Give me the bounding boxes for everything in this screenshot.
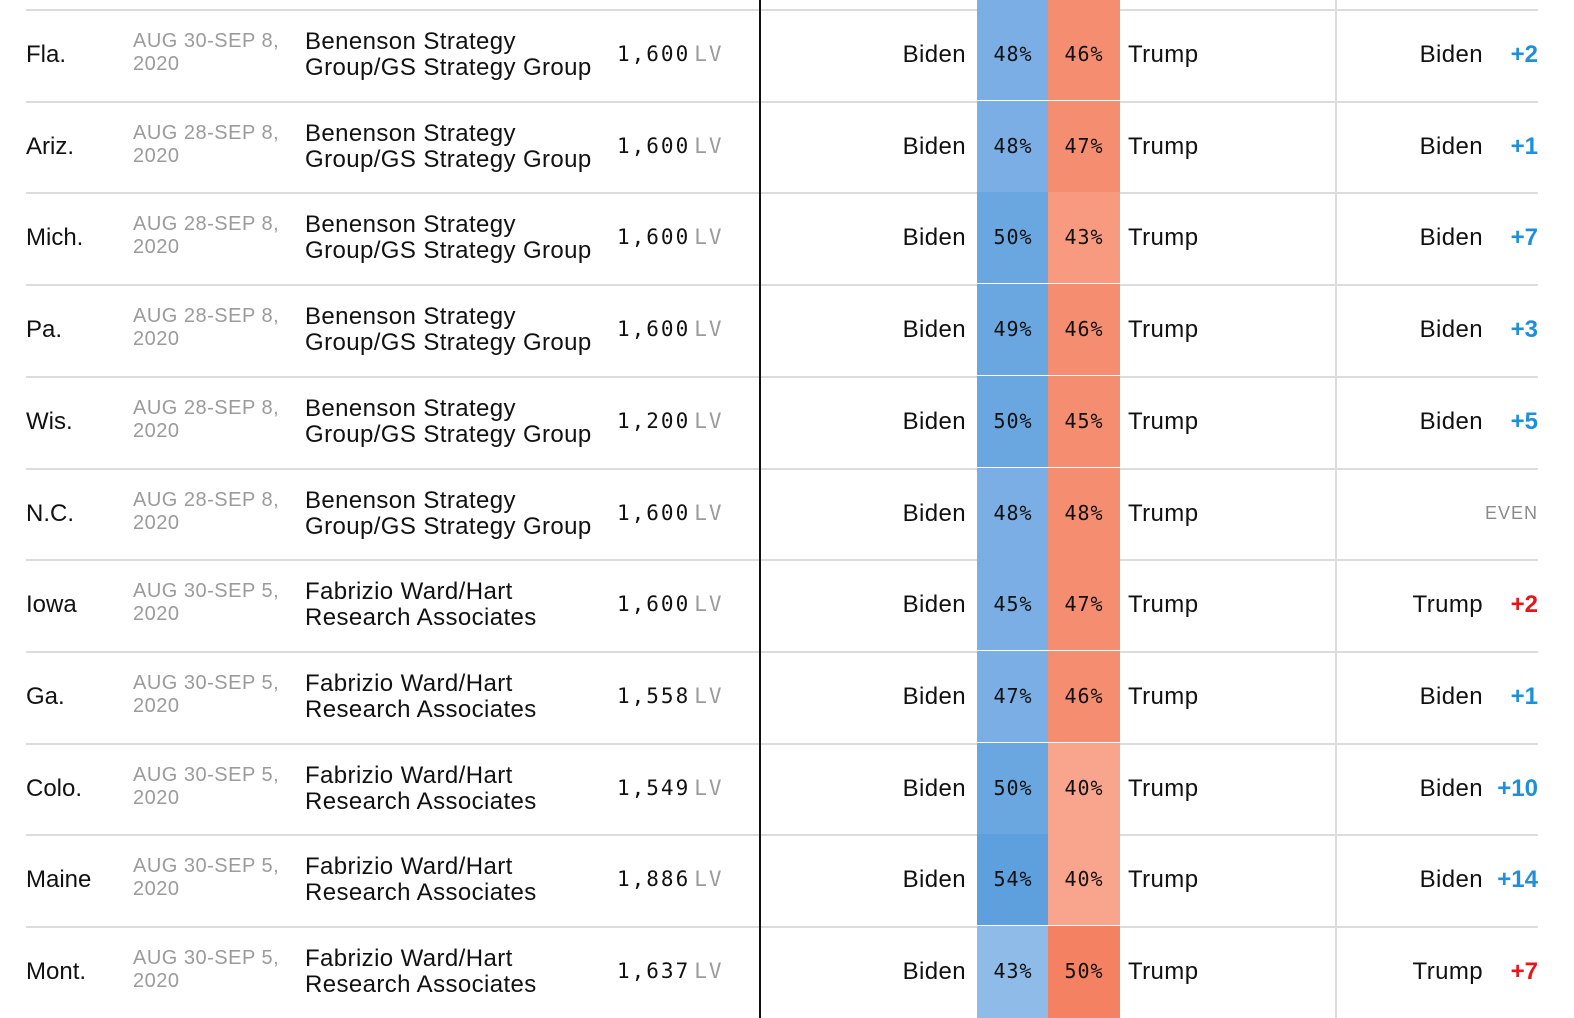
lead-margin: +7 (1510, 224, 1538, 252)
sample-size (617, 9, 724, 100)
state-name: Maine (26, 866, 92, 894)
dem-candidate: Biden (902, 41, 966, 68)
state-name: Mont. (26, 958, 87, 985)
poll-row (0, 376, 1574, 467)
sample-count: 1,549 (617, 775, 691, 800)
sample-size (617, 651, 724, 742)
rep-candidate: Trump (1128, 316, 1199, 344)
column-divider-black (759, 0, 761, 1018)
dem-pct-cell (977, 926, 1049, 1017)
sample-count: 1,600 (617, 500, 691, 525)
sample-count: 1,558 (617, 683, 691, 708)
rep-pct-cell (1048, 651, 1120, 742)
rep-candidate: Trump (1128, 958, 1199, 985)
poll-row (0, 926, 1574, 1017)
leader-name: Biden (1419, 407, 1483, 435)
dem-pct: 48% (993, 500, 1033, 525)
sample-size (617, 559, 724, 650)
row-divider (26, 284, 1538, 286)
dem-candidate: Biden (902, 316, 966, 344)
leader-name: Biden (1419, 774, 1483, 802)
rep-candidate: Trump (1128, 41, 1199, 68)
state-name: Fla. (26, 41, 67, 68)
sample-type: LV (694, 959, 724, 983)
leader-name: Biden (1419, 224, 1483, 252)
row-divider (26, 192, 1538, 194)
rep-pct: 45% (1064, 408, 1104, 433)
dem-candidate: Biden (902, 682, 966, 710)
dem-pct: 47% (993, 683, 1033, 708)
row-divider (26, 743, 1538, 745)
sample-type: LV (694, 225, 724, 250)
state-name: Iowa (26, 591, 77, 619)
dem-pct-cell (977, 743, 1049, 834)
pollster-name: Fabrizio Ward/Hart Research Associates (305, 945, 537, 998)
rep-pct-cell (1048, 192, 1120, 283)
rep-candidate: Trump (1128, 132, 1199, 160)
sample-type: LV (694, 683, 724, 708)
pollster-name: Fabrizio Ward/Hart Research Associates (305, 853, 537, 907)
lead-margin: EVEN (1484, 502, 1538, 523)
dem-pct-cell (977, 192, 1049, 283)
dem-candidate: Biden (902, 407, 966, 435)
pollster-name: Benenson Strategy Group/GS Strategy Group (305, 28, 592, 81)
dem-pct-cell (977, 101, 1049, 192)
rep-candidate: Trump (1128, 682, 1199, 710)
dem-pct-cell (977, 468, 1049, 559)
poll-row (0, 284, 1574, 375)
poll-row (0, 192, 1574, 283)
poll-dates: AUG 28-SEP 8, 2020 (133, 396, 280, 442)
lead-margin: +1 (1510, 682, 1538, 710)
dem-column-edge-bottom (977, 1012, 1049, 1018)
pollster-name: Fabrizio Ward/Hart Research Associates (305, 669, 537, 723)
leader-name: Biden (1419, 866, 1483, 894)
rep-pct-cell (1048, 468, 1120, 559)
poll-row (0, 651, 1574, 742)
state-name: Ariz. (26, 132, 74, 160)
lead-margin: +2 (1510, 41, 1538, 68)
sample-size (617, 834, 724, 925)
rep-column-edge-bottom (1048, 1012, 1120, 1018)
poll-row (0, 468, 1574, 559)
poll-dates: AUG 28-SEP 8, 2020 (133, 488, 280, 534)
sample-type: LV (694, 867, 724, 892)
rep-pct-cell (1048, 834, 1120, 925)
poll-dates: AUG 30-SEP 5, 2020 (133, 580, 280, 626)
rep-pct: 46% (1064, 317, 1104, 342)
lead-margin: +5 (1510, 407, 1538, 435)
dem-candidate: Biden (902, 958, 966, 985)
poll-dates: AUG 30-SEP 5, 2020 (133, 855, 280, 901)
dem-pct: 54% (993, 867, 1033, 892)
row-divider (26, 834, 1538, 836)
rep-pct: 48% (1064, 500, 1104, 525)
rep-candidate: Trump (1128, 866, 1199, 894)
rep-pct: 47% (1064, 592, 1104, 617)
lead-margin: +1 (1510, 132, 1538, 160)
sample-size (617, 926, 724, 1017)
rep-pct: 40% (1064, 867, 1104, 892)
sample-size (617, 468, 724, 559)
poll-row (0, 743, 1574, 834)
rep-pct: 47% (1064, 133, 1104, 158)
rep-candidate: Trump (1128, 591, 1199, 619)
sample-type: LV (694, 408, 724, 433)
lead-margin: +7 (1510, 958, 1538, 985)
poll-dates: AUG 30-SEP 5, 2020 (133, 947, 280, 992)
pollster-name: Fabrizio Ward/Hart Research Associates (305, 761, 537, 815)
lead-margin: +2 (1510, 591, 1538, 619)
dem-pct: 48% (993, 133, 1033, 158)
rep-pct-cell (1048, 284, 1120, 375)
rep-candidate: Trump (1128, 407, 1199, 435)
dem-pct-cell (977, 834, 1049, 925)
leader-name: Biden (1419, 316, 1483, 344)
dem-candidate: Biden (902, 774, 966, 802)
poll-dates: AUG 30-SEP 8, 2020 (133, 30, 280, 75)
sample-count: 1,200 (617, 408, 691, 433)
poll-row (0, 834, 1574, 925)
dem-pct: 43% (993, 959, 1033, 983)
pollster-name: Benenson Strategy Group/GS Strategy Group (305, 211, 592, 265)
rep-pct-cell (1048, 926, 1120, 1017)
dem-pct-cell (977, 376, 1049, 467)
lead-margin: +14 (1497, 866, 1538, 894)
poll-dates: AUG 28-SEP 8, 2020 (133, 305, 280, 351)
sample-type: LV (694, 317, 724, 342)
dem-column-edge-top (977, 0, 1049, 9)
leader-name: Trump (1412, 591, 1483, 619)
rep-pct-cell (1048, 376, 1120, 467)
dem-candidate: Biden (902, 499, 966, 527)
state-name: Wis. (26, 407, 73, 435)
row-divider (26, 926, 1538, 928)
lead-margin: +10 (1497, 774, 1538, 802)
pollster-name: Fabrizio Ward/Hart Research Associates (305, 578, 537, 632)
sample-size (617, 376, 724, 467)
row-divider (26, 651, 1538, 653)
dem-pct: 48% (993, 42, 1033, 66)
dem-candidate: Biden (902, 866, 966, 894)
rep-candidate: Trump (1128, 499, 1199, 527)
poll-dates: AUG 30-SEP 5, 2020 (133, 671, 280, 717)
dem-candidate: Biden (902, 224, 966, 252)
column-divider-grey (1335, 0, 1337, 1018)
sample-type: LV (694, 500, 724, 525)
poll-row (0, 9, 1574, 100)
dem-pct-cell (977, 559, 1049, 650)
row-divider (26, 468, 1538, 470)
rep-pct-cell (1048, 743, 1120, 834)
leader-name: Trump (1412, 958, 1483, 985)
pollster-name: Benenson Strategy Group/GS Strategy Group (305, 486, 592, 540)
pollster-name: Benenson Strategy Group/GS Strategy Group (305, 394, 592, 448)
row-divider (26, 9, 1538, 11)
sample-type: LV (694, 775, 724, 800)
state-name: Ga. (26, 682, 65, 710)
sample-count: 1,600 (617, 592, 691, 617)
poll-dates: AUG 30-SEP 5, 2020 (133, 763, 280, 809)
row-divider (26, 376, 1538, 378)
rep-pct: 50% (1064, 959, 1104, 983)
state-name: Colo. (26, 774, 83, 802)
rep-pct: 46% (1064, 683, 1104, 708)
state-name: Mich. (26, 224, 84, 252)
dem-pct-cell (977, 651, 1049, 742)
row-divider (26, 101, 1538, 103)
sample-count: 1,600 (617, 317, 691, 342)
state-name: Pa. (26, 316, 63, 344)
leader-name: Biden (1419, 41, 1483, 68)
leader-name: Biden (1419, 682, 1483, 710)
rep-candidate: Trump (1128, 774, 1199, 802)
dem-pct: 50% (993, 225, 1033, 250)
sample-count: 1,600 (617, 133, 691, 158)
leader-name: Biden (1419, 132, 1483, 160)
sample-size (617, 284, 724, 375)
rep-pct-cell (1048, 559, 1120, 650)
sample-count: 1,600 (617, 225, 691, 250)
sample-count: 1,637 (617, 959, 691, 983)
sample-size (617, 743, 724, 834)
poll-row (0, 101, 1574, 192)
sample-type: LV (694, 42, 724, 66)
poll-row (0, 559, 1574, 650)
rep-pct-cell (1048, 9, 1120, 100)
dem-pct-cell (977, 284, 1049, 375)
rep-pct-cell (1048, 101, 1120, 192)
poll-dates: AUG 28-SEP 8, 2020 (133, 121, 280, 167)
sample-count: 1,600 (617, 42, 691, 66)
sample-size (617, 101, 724, 192)
rep-column-edge-top (1048, 0, 1120, 9)
rep-pct: 43% (1064, 225, 1104, 250)
rep-pct: 46% (1064, 42, 1104, 66)
pollster-name: Benenson Strategy Group/GS Strategy Group (305, 119, 592, 173)
pollster-name: Benenson Strategy Group/GS Strategy Group (305, 303, 592, 357)
dem-candidate: Biden (902, 591, 966, 619)
row-divider (26, 559, 1538, 561)
lead-margin: +3 (1510, 316, 1538, 344)
dem-pct: 50% (993, 408, 1033, 433)
sample-type: LV (694, 592, 724, 617)
rep-pct: 40% (1064, 775, 1104, 800)
sample-size (617, 192, 724, 283)
sample-count: 1,886 (617, 867, 691, 892)
state-name: N.C. (26, 499, 74, 527)
rep-candidate: Trump (1128, 224, 1199, 252)
dem-pct: 45% (993, 592, 1033, 617)
dem-candidate: Biden (902, 132, 966, 160)
sample-type: LV (694, 133, 724, 158)
poll-dates: AUG 28-SEP 8, 2020 (133, 213, 280, 259)
dem-pct-cell (977, 9, 1049, 100)
dem-pct: 50% (993, 775, 1033, 800)
dem-pct: 49% (993, 317, 1033, 342)
